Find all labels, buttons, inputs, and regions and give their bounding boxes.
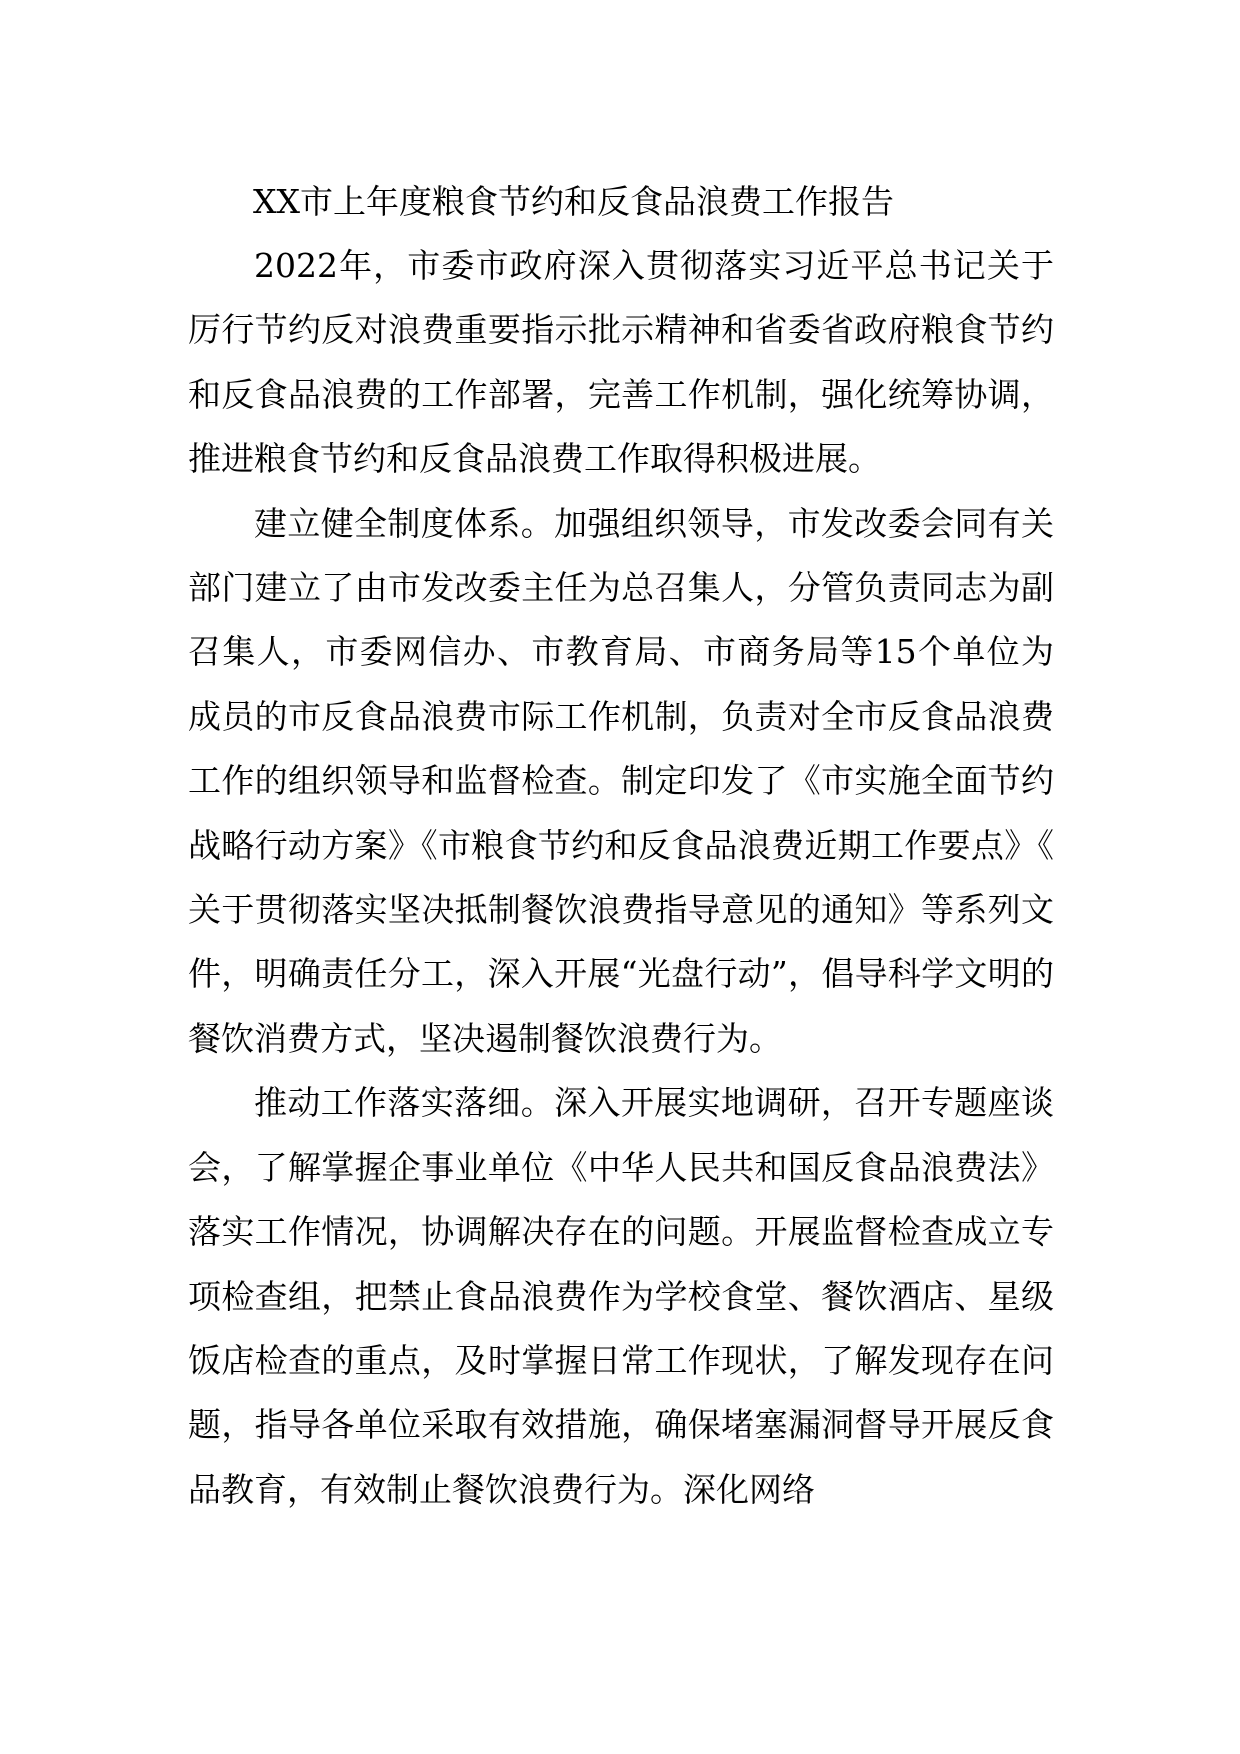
paragraph-system: 建立健全制度体系。加强组织领导，市发改委会同有关部门建立了由市发改委主任为总召集人，分管负责同志为副召集人，市委网信办、市教育局、市商务局等15个单位为成员的市反食品浪费市际工作机制，负责对全市反食品浪费工作的组织领导和监督检查。制定印发了《市实施全面节约战略行动方案》《市粮食节约和反食品浪费近期工作要点》《关于贯彻落实坚决抵制餐饮浪费指导意见的通知》等系列文件，明确责任分工，深入开展“光盘行动”，倡导科学文明的餐饮消费方式，坚决遏制餐饮浪费行为。 — [188, 503, 1054, 1058]
document-body — [188, 170, 1054, 1522]
document-title: XX市上年度粮食节约和反食品浪费工作报告 — [253, 182, 894, 221]
paragraph-intro: 2022年，市委市政府深入贯彻落实习近平总书记关于厉行节约反对浪费重要指示批示精神和省委省政府粮食节约和反食品浪费的工作部署，完善工作机制，强化统筹协调，推进粮食节约和反食品浪费工作取得积极进展。 — [188, 246, 1054, 479]
paragraph-implementation: 推动工作落实落细。深入开展实地调研，召开专题座谈会，了解掌握企事业单位《中华人民共和国反食品浪费法》落实工作情况，协调解决存在的问题。开展监督检查成立专项检查组，把禁止食品浪费作为学校食堂、餐饮酒店、星级饭店检查的重点，及时掌握日常工作现状，了解发现存在问题，指导各单位采取有效措施，确保堵塞漏洞督导开展反食品教育，有效制止餐饮浪费行为。深化网络 — [188, 1083, 1054, 1509]
